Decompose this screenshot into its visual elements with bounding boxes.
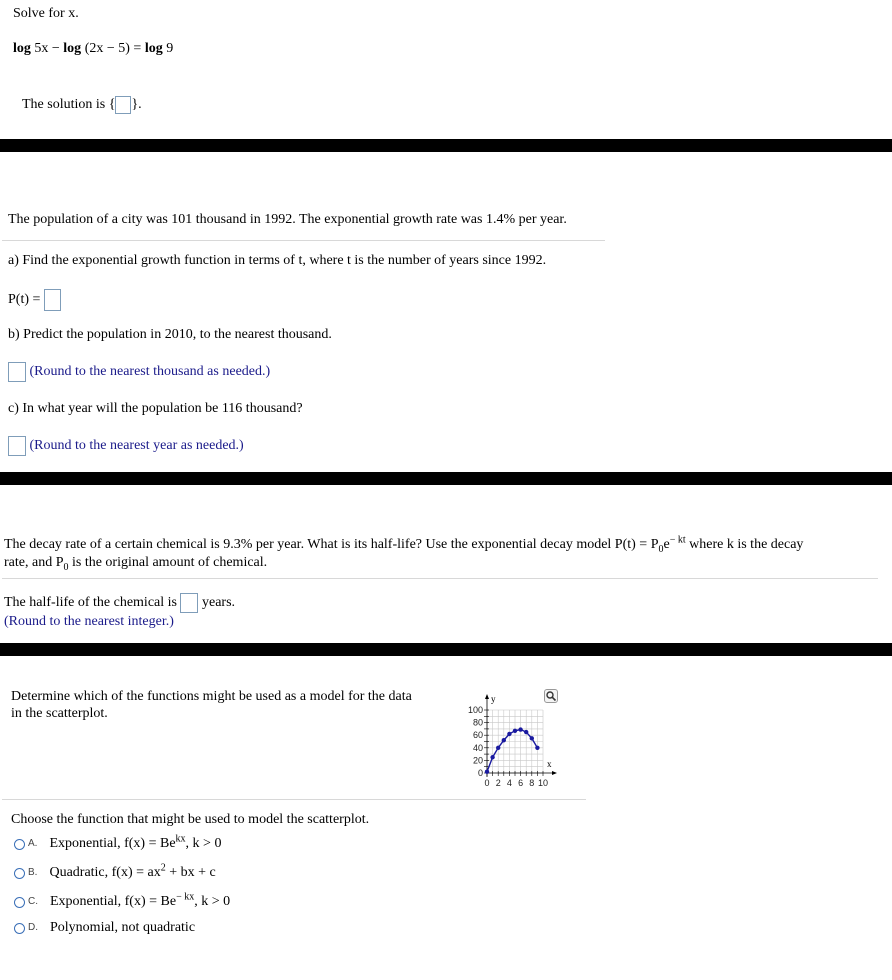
- q2-part-b: b) Predict the population in 2010, to the nearest thousand.: [8, 327, 332, 342]
- q1-arg3: 9: [162, 41, 174, 56]
- y-axis-arrow: [485, 694, 489, 699]
- q3-answer-suffix: years.: [201, 595, 236, 611]
- q2-divider: [2, 240, 605, 241]
- chart-grid: [487, 710, 543, 773]
- q2-part-a: a) Find the exponential growth function in terms of t, where t is the number of years since 1992.: [8, 253, 547, 268]
- q1-answer-line: [22, 96, 142, 114]
- data-point: [485, 770, 489, 774]
- option-d[interactable]: [14, 919, 195, 937]
- q1-arg2: (2x − 5) =: [81, 41, 145, 56]
- q3-hint: (Round to the nearest integer.): [4, 614, 174, 629]
- option-a-sup: kx: [175, 833, 186, 845]
- x-tick-label: 8: [529, 778, 535, 788]
- option-d-letter: D.: [28, 922, 38, 933]
- option-a-radio[interactable]: [14, 839, 25, 850]
- data-point: [513, 729, 517, 733]
- q2-b-hint: (Round to the nearest thousand as needed.): [29, 364, 271, 380]
- x-tick-label: 6: [518, 778, 524, 788]
- q3-prompt-c: rate, and P: [4, 555, 64, 570]
- y-tick-label: 20: [472, 755, 483, 766]
- data-point: [502, 738, 506, 742]
- scatterplot: [448, 688, 568, 796]
- chart-xlabel: x: [547, 759, 552, 769]
- q1-arg1: 5x −: [30, 41, 64, 56]
- q3-answer-line: [4, 593, 235, 613]
- option-b-text-b: + bx + c: [165, 865, 216, 881]
- q3-divider: [2, 578, 878, 579]
- q2-pt-label: P(t) =: [8, 292, 41, 308]
- option-b-letter: B.: [28, 867, 38, 878]
- option-a[interactable]: [14, 835, 221, 853]
- series-line: [487, 730, 537, 772]
- option-b-sup: 2: [160, 862, 166, 874]
- data-point: [507, 732, 511, 736]
- option-c-sup: − kx: [176, 891, 195, 903]
- q3-answer-input[interactable]: [180, 593, 198, 613]
- q3-prompt-line2: [4, 555, 267, 571]
- separator-bar-2: [0, 472, 892, 485]
- y-tick-label: 80: [472, 717, 483, 728]
- option-a-letter: A.: [28, 838, 38, 849]
- option-b-radio[interactable]: [14, 868, 25, 879]
- option-d-radio[interactable]: [14, 923, 25, 934]
- x-axis-arrow: [552, 771, 557, 775]
- x-tick-label: 4: [506, 778, 512, 788]
- q4-prompt-line1: Determine which of the functions might be used as a model for the data: [11, 689, 412, 704]
- data-point: [524, 730, 528, 734]
- q2-c-answer-line: [8, 436, 244, 456]
- data-point: [496, 746, 500, 750]
- q1-prompt: Solve for x.: [13, 6, 79, 21]
- data-point: [535, 746, 539, 750]
- option-c[interactable]: [14, 893, 230, 911]
- q1-answer-suffix: }.: [131, 97, 142, 113]
- q1-equation: [13, 41, 173, 57]
- x-tick-label: 10: [537, 778, 549, 788]
- option-c-text: Exponential, f(x) = Be: [50, 894, 177, 910]
- q2-pt-line: [8, 289, 61, 311]
- separator-bar-1: [0, 139, 892, 152]
- y-tick-label: 100: [467, 705, 483, 715]
- option-c-text-b: , k > 0: [194, 894, 231, 910]
- q2-b-input[interactable]: [8, 362, 26, 382]
- q2-c-input[interactable]: [8, 436, 26, 456]
- option-a-text: Exponential, f(x) = Be: [49, 836, 176, 852]
- q3-sub0-b: 0: [63, 561, 69, 573]
- q1-answer-prefix: The solution is {: [22, 97, 116, 113]
- q4-prompt-line2: in the scatterplot.: [11, 706, 108, 721]
- q3-answer-prefix: The half-life of the chemical is: [4, 595, 177, 611]
- q1-answer-input[interactable]: [115, 96, 131, 114]
- option-c-letter: C.: [28, 896, 38, 907]
- q3-prompt-b: where k is the decay: [685, 537, 804, 552]
- q2-pt-input[interactable]: [44, 289, 61, 311]
- option-a-text-b: , k > 0: [185, 836, 222, 852]
- q2-part-c: c) In what year will the population be 116 thousand?: [8, 401, 303, 416]
- q3-exponent: − kt: [669, 534, 686, 546]
- chart-ylabel: y: [491, 694, 496, 704]
- data-point: [518, 727, 522, 731]
- option-b-text: Quadratic, f(x) = ax: [49, 865, 161, 881]
- x-tick-label: 0: [484, 778, 490, 788]
- q3-prompt-a: The decay rate of a certain chemical is 9.3% per year. What is its half-life? Use the exponential decay model P(t) = P: [4, 537, 659, 552]
- option-c-radio[interactable]: [14, 897, 25, 908]
- q4-choose: Choose the function that might be used to model the scatterplot.: [11, 812, 370, 827]
- data-point: [490, 755, 494, 759]
- q4-divider: [2, 799, 586, 800]
- y-tick-label: 60: [472, 730, 483, 741]
- q3-e: e: [663, 537, 670, 552]
- q2-b-answer-line: [8, 362, 270, 382]
- y-tick-label: 40: [472, 742, 483, 753]
- chart-curve: [487, 730, 537, 772]
- data-point: [530, 736, 534, 740]
- q3-sub0: 0: [658, 543, 664, 555]
- q3-prompt-line1: [4, 534, 804, 555]
- y-tick-label: 0: [477, 768, 483, 778]
- q1-log1: log: [13, 41, 31, 56]
- option-d-text: Polynomial, not quadratic: [50, 920, 196, 936]
- q1-log3: log: [144, 41, 163, 56]
- q2-prompt: The population of a city was 101 thousand in 1992. The exponential growth rate was 1.4% per year.: [8, 212, 567, 227]
- x-tick-label: 2: [495, 778, 501, 788]
- separator-bar-3: [0, 643, 892, 656]
- q3-prompt-d: is the original amount of chemical.: [68, 555, 268, 570]
- magnify-icon[interactable]: [544, 689, 558, 703]
- option-b[interactable]: [14, 864, 216, 882]
- q2-c-hint: (Round to the nearest year as needed.): [29, 438, 244, 454]
- q1-log2: log: [63, 41, 82, 56]
